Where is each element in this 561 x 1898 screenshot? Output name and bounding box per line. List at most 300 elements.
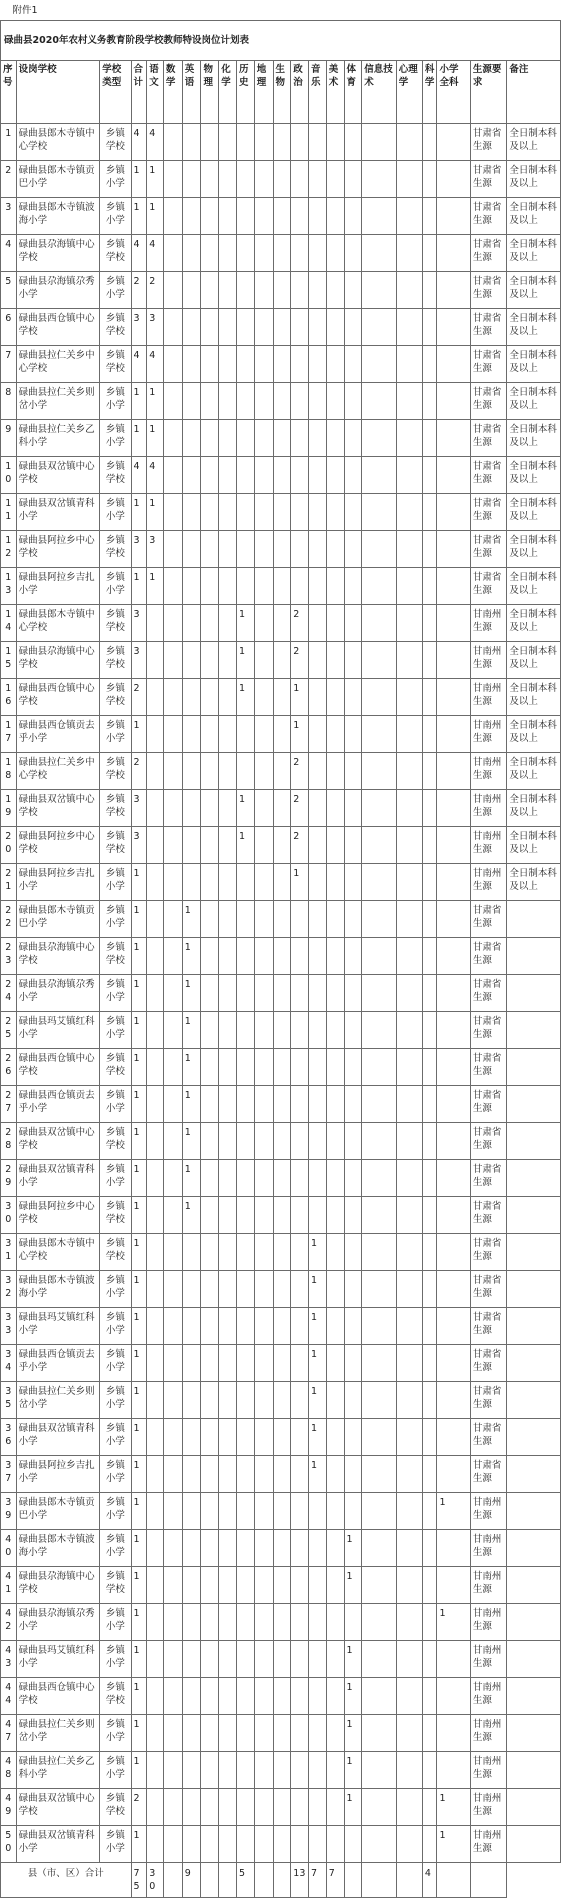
total-pe xyxy=(344,1863,362,1898)
cell-geography xyxy=(254,1493,273,1530)
cell-art xyxy=(326,1789,344,1826)
cell-chinese: 2 xyxy=(147,272,164,309)
cell-chinese xyxy=(147,1604,164,1641)
cell-science xyxy=(422,1641,437,1678)
cell-total: 3 xyxy=(131,790,147,827)
cell-physics xyxy=(201,309,219,346)
cell-school-type: 乡镇小学 xyxy=(100,975,131,1012)
cell-biology xyxy=(273,1789,291,1826)
cell-music xyxy=(309,1049,327,1086)
cell-physics xyxy=(201,1715,219,1752)
cell-primary-general: 1 xyxy=(437,1826,470,1863)
cell-school: 碌曲县阿拉乡中心学校 xyxy=(16,531,100,568)
cell-source: 甘南州生源 xyxy=(470,1567,507,1604)
cell-chinese: 4 xyxy=(147,346,164,383)
cell-pe xyxy=(344,272,362,309)
cell-art xyxy=(326,531,344,568)
cell-note: 全日制本科及以上 xyxy=(507,716,561,753)
cell-chinese xyxy=(147,1345,164,1382)
table-row xyxy=(1,938,561,975)
cell-source: 甘肃省生源 xyxy=(470,457,507,494)
cell-school-type: 乡镇学校 xyxy=(100,642,131,679)
cell-art xyxy=(326,198,344,235)
cell-biology xyxy=(273,975,291,1012)
table-row xyxy=(1,1493,561,1530)
cell-geography xyxy=(254,124,273,161)
cell-physics xyxy=(201,827,219,864)
cell-politics xyxy=(291,1086,309,1123)
cell-physics xyxy=(201,716,219,753)
cell-geography xyxy=(254,1308,273,1345)
cell-physics xyxy=(201,864,219,901)
cell-history: 1 xyxy=(236,790,254,827)
cell-history xyxy=(236,1530,254,1567)
cell-physics xyxy=(201,1271,219,1308)
cell-english xyxy=(182,827,201,864)
cell-history xyxy=(236,383,254,420)
cell-science xyxy=(422,1789,437,1826)
cell-math xyxy=(163,1456,182,1493)
cell-art xyxy=(326,1604,344,1641)
cell-chinese xyxy=(147,1308,164,1345)
cell-source: 甘南州生源 xyxy=(470,753,507,790)
cell-seq: 33 xyxy=(1,1308,17,1345)
cell-science xyxy=(422,679,437,716)
table-row xyxy=(1,1789,561,1826)
cell-psychology xyxy=(396,1456,422,1493)
cell-pe xyxy=(344,1123,362,1160)
table-row xyxy=(1,494,561,531)
cell-geography xyxy=(254,1752,273,1789)
cell-science xyxy=(422,1234,437,1271)
cell-physics xyxy=(201,1604,219,1641)
cell-music xyxy=(309,494,327,531)
cell-art xyxy=(326,975,344,1012)
cell-school-type: 乡镇学校 xyxy=(100,938,131,975)
cell-note: 全日制本科及以上 xyxy=(507,272,561,309)
cell-math xyxy=(163,457,182,494)
cell-chemistry xyxy=(219,346,237,383)
cell-primary-general xyxy=(437,1382,470,1419)
cell-school: 碌曲县阿拉乡吉扎小学 xyxy=(16,1456,100,1493)
cell-school-type: 乡镇小学 xyxy=(100,1160,131,1197)
cell-pe xyxy=(344,124,362,161)
table-row xyxy=(1,1049,561,1086)
cell-chinese: 1 xyxy=(147,383,164,420)
cell-psychology xyxy=(396,642,422,679)
cell-english xyxy=(182,568,201,605)
cell-english xyxy=(182,1641,201,1678)
cell-primary-general xyxy=(437,1641,470,1678)
cell-biology xyxy=(273,827,291,864)
cell-seq: 11 xyxy=(1,494,17,531)
cell-source: 甘肃省生源 xyxy=(470,1308,507,1345)
cell-science xyxy=(422,420,437,457)
cell-math xyxy=(163,124,182,161)
cell-physics xyxy=(201,1345,219,1382)
cell-seq: 31 xyxy=(1,1234,17,1271)
table-row xyxy=(1,1197,561,1234)
cell-geography xyxy=(254,1678,273,1715)
cell-math xyxy=(163,642,182,679)
cell-history xyxy=(236,420,254,457)
cell-note: 全日制本科及以上 xyxy=(507,827,561,864)
cell-history xyxy=(236,1160,254,1197)
cell-total: 2 xyxy=(131,753,147,790)
cell-english xyxy=(182,716,201,753)
cell-school-type: 乡镇学校 xyxy=(100,1678,131,1715)
cell-primary-general xyxy=(437,161,470,198)
cell-history xyxy=(236,235,254,272)
cell-science xyxy=(422,383,437,420)
cell-physics xyxy=(201,1641,219,1678)
cell-chinese: 4 xyxy=(147,124,164,161)
cell-total: 1 xyxy=(131,1493,147,1530)
cell-geography xyxy=(254,753,273,790)
cell-psychology xyxy=(396,1160,422,1197)
cell-science xyxy=(422,494,437,531)
cell-chinese xyxy=(147,1715,164,1752)
cell-school: 碌曲县郎木寺镇贡巴小学 xyxy=(16,901,100,938)
cell-school-type: 乡镇小学 xyxy=(100,1345,131,1382)
col-header-history: 历史 xyxy=(236,61,254,124)
table-row xyxy=(1,790,561,827)
cell-chinese xyxy=(147,679,164,716)
cell-history xyxy=(236,346,254,383)
cell-note: 全日制本科及以上 xyxy=(507,605,561,642)
cell-history xyxy=(236,1271,254,1308)
cell-politics xyxy=(291,938,309,975)
cell-politics: 2 xyxy=(291,790,309,827)
cell-chinese: 3 xyxy=(147,309,164,346)
cell-note xyxy=(507,1789,561,1826)
cell-art xyxy=(326,161,344,198)
cell-school-type: 乡镇小学 xyxy=(100,1308,131,1345)
cell-physics xyxy=(201,568,219,605)
cell-chinese xyxy=(147,1012,164,1049)
cell-pe xyxy=(344,1160,362,1197)
cell-total: 1 xyxy=(131,161,147,198)
cell-school: 碌曲县尕海镇中心学校 xyxy=(16,938,100,975)
cell-history xyxy=(236,309,254,346)
cell-science xyxy=(422,531,437,568)
cell-chinese xyxy=(147,1123,164,1160)
cell-art xyxy=(326,124,344,161)
table-row xyxy=(1,457,561,494)
table-row xyxy=(1,309,561,346)
cell-it xyxy=(362,309,396,346)
cell-science xyxy=(422,1826,437,1863)
cell-art xyxy=(326,679,344,716)
cell-biology xyxy=(273,272,291,309)
cell-it xyxy=(362,161,396,198)
cell-source: 甘肃省生源 xyxy=(470,1086,507,1123)
cell-physics xyxy=(201,1382,219,1419)
cell-history xyxy=(236,161,254,198)
cell-math xyxy=(163,1086,182,1123)
cell-physics xyxy=(201,346,219,383)
cell-geography xyxy=(254,642,273,679)
cell-english xyxy=(182,1271,201,1308)
cell-music: 1 xyxy=(309,1419,327,1456)
cell-seq: 22 xyxy=(1,901,17,938)
cell-art xyxy=(326,1493,344,1530)
cell-chemistry xyxy=(219,1715,237,1752)
cell-psychology xyxy=(396,1382,422,1419)
cell-school-type: 乡镇学校 xyxy=(100,790,131,827)
cell-art xyxy=(326,1678,344,1715)
cell-science xyxy=(422,1271,437,1308)
cell-geography xyxy=(254,1123,273,1160)
cell-pe xyxy=(344,1271,362,1308)
cell-english xyxy=(182,1567,201,1604)
cell-math xyxy=(163,1197,182,1234)
cell-school-type: 乡镇小学 xyxy=(100,198,131,235)
total-primary-general xyxy=(437,1863,470,1898)
cell-history xyxy=(236,975,254,1012)
cell-seq: 36 xyxy=(1,1419,17,1456)
cell-physics xyxy=(201,753,219,790)
cell-biology xyxy=(273,1826,291,1863)
cell-primary-general xyxy=(437,457,470,494)
cell-pe xyxy=(344,198,362,235)
cell-note xyxy=(507,1382,561,1419)
cell-music: 1 xyxy=(309,1308,327,1345)
cell-art xyxy=(326,1382,344,1419)
cell-chemistry xyxy=(219,124,237,161)
cell-it xyxy=(362,1086,396,1123)
total-physics xyxy=(201,1863,219,1898)
cell-history xyxy=(236,272,254,309)
cell-school-type: 乡镇小学 xyxy=(100,1419,131,1456)
cell-english xyxy=(182,790,201,827)
cell-math xyxy=(163,679,182,716)
cell-physics xyxy=(201,531,219,568)
cell-physics xyxy=(201,642,219,679)
cell-physics xyxy=(201,1752,219,1789)
cell-psychology xyxy=(396,716,422,753)
cell-total: 4 xyxy=(131,346,147,383)
cell-seq: 41 xyxy=(1,1567,17,1604)
cell-physics xyxy=(201,1789,219,1826)
cell-primary-general xyxy=(437,1234,470,1271)
cell-pe: 1 xyxy=(344,1752,362,1789)
cell-chinese xyxy=(147,716,164,753)
cell-history xyxy=(236,1123,254,1160)
cell-english: 1 xyxy=(182,975,201,1012)
cell-chemistry xyxy=(219,827,237,864)
cell-seq: 14 xyxy=(1,605,17,642)
cell-history xyxy=(236,1826,254,1863)
cell-it xyxy=(362,1456,396,1493)
cell-art xyxy=(326,938,344,975)
cell-school: 碌曲县阿拉乡中心学校 xyxy=(16,827,100,864)
cell-politics xyxy=(291,383,309,420)
cell-total: 1 xyxy=(131,420,147,457)
cell-psychology xyxy=(396,827,422,864)
table-row xyxy=(1,1345,561,1382)
cell-biology xyxy=(273,1678,291,1715)
cell-psychology xyxy=(396,1012,422,1049)
cell-history xyxy=(236,198,254,235)
cell-it xyxy=(362,1641,396,1678)
cell-history xyxy=(236,531,254,568)
cell-pe xyxy=(344,494,362,531)
cell-pe xyxy=(344,975,362,1012)
cell-primary-general xyxy=(437,309,470,346)
cell-politics xyxy=(291,1456,309,1493)
cell-primary-general xyxy=(437,124,470,161)
cell-science xyxy=(422,1049,437,1086)
cell-biology xyxy=(273,790,291,827)
col-header-it: 信息技术 xyxy=(362,61,396,124)
cell-source: 甘南州生源 xyxy=(470,1826,507,1863)
cell-history: 1 xyxy=(236,605,254,642)
cell-music xyxy=(309,1678,327,1715)
cell-physics xyxy=(201,272,219,309)
cell-school: 碌曲县郎木寺镇贡巴小学 xyxy=(16,161,100,198)
cell-math xyxy=(163,1678,182,1715)
cell-music: 1 xyxy=(309,1456,327,1493)
col-header-school: 设岗学校 xyxy=(16,61,100,124)
col-header-music: 音乐 xyxy=(309,61,327,124)
cell-primary-general xyxy=(437,1197,470,1234)
cell-math xyxy=(163,1234,182,1271)
cell-seq: 29 xyxy=(1,1160,17,1197)
cell-chemistry xyxy=(219,790,237,827)
cell-politics xyxy=(291,272,309,309)
cell-seq: 32 xyxy=(1,1271,17,1308)
cell-school: 碌曲县双岔镇青科小学 xyxy=(16,1826,100,1863)
cell-pe xyxy=(344,642,362,679)
cell-art xyxy=(326,457,344,494)
cell-english xyxy=(182,1604,201,1641)
cell-physics xyxy=(201,383,219,420)
cell-music xyxy=(309,1604,327,1641)
cell-physics xyxy=(201,790,219,827)
cell-it xyxy=(362,346,396,383)
cell-physics xyxy=(201,1123,219,1160)
cell-it xyxy=(362,679,396,716)
cell-art xyxy=(326,642,344,679)
cell-it xyxy=(362,1419,396,1456)
col-header-physics: 物理 xyxy=(201,61,219,124)
cell-math xyxy=(163,1049,182,1086)
cell-school-type: 乡镇小学 xyxy=(100,1530,131,1567)
cell-chemistry xyxy=(219,1752,237,1789)
cell-note: 全日制本科及以上 xyxy=(507,198,561,235)
cell-physics xyxy=(201,1530,219,1567)
cell-art xyxy=(326,1456,344,1493)
cell-politics xyxy=(291,1382,309,1419)
cell-total: 1 xyxy=(131,1567,147,1604)
cell-primary-general xyxy=(437,1715,470,1752)
cell-psychology xyxy=(396,124,422,161)
cell-science xyxy=(422,124,437,161)
total-history: 5 xyxy=(236,1863,254,1898)
cell-history xyxy=(236,568,254,605)
cell-music xyxy=(309,827,327,864)
total-music: 7 xyxy=(309,1863,327,1898)
cell-music xyxy=(309,1086,327,1123)
cell-art xyxy=(326,901,344,938)
cell-politics xyxy=(291,1641,309,1678)
cell-art xyxy=(326,1530,344,1567)
cell-politics xyxy=(291,457,309,494)
cell-seq: 12 xyxy=(1,531,17,568)
cell-pe xyxy=(344,235,362,272)
cell-chinese: 1 xyxy=(147,420,164,457)
cell-seq: 30 xyxy=(1,1197,17,1234)
cell-geography xyxy=(254,864,273,901)
cell-source: 甘肃省生源 xyxy=(470,531,507,568)
cell-chinese xyxy=(147,1567,164,1604)
cell-psychology xyxy=(396,1123,422,1160)
cell-science xyxy=(422,1678,437,1715)
cell-politics xyxy=(291,1789,309,1826)
cell-biology xyxy=(273,1086,291,1123)
cell-politics xyxy=(291,1345,309,1382)
table-row xyxy=(1,272,561,309)
cell-source: 甘南州生源 xyxy=(470,1752,507,1789)
cell-psychology xyxy=(396,901,422,938)
cell-psychology xyxy=(396,568,422,605)
cell-history xyxy=(236,1012,254,1049)
cell-history xyxy=(236,753,254,790)
col-header-biology: 生物 xyxy=(273,61,291,124)
cell-note xyxy=(507,975,561,1012)
cell-history xyxy=(236,1419,254,1456)
cell-politics xyxy=(291,124,309,161)
cell-biology xyxy=(273,568,291,605)
cell-chinese xyxy=(147,938,164,975)
cell-pe xyxy=(344,1419,362,1456)
cell-music xyxy=(309,309,327,346)
cell-chinese xyxy=(147,1456,164,1493)
cell-chinese xyxy=(147,1160,164,1197)
cell-it xyxy=(362,457,396,494)
cell-politics xyxy=(291,161,309,198)
cell-biology xyxy=(273,1123,291,1160)
cell-school: 碌曲县双岔镇青科小学 xyxy=(16,494,100,531)
cell-math xyxy=(163,383,182,420)
cell-biology xyxy=(273,346,291,383)
cell-pe xyxy=(344,1049,362,1086)
cell-music xyxy=(309,1160,327,1197)
cell-art xyxy=(326,383,344,420)
cell-primary-general xyxy=(437,272,470,309)
cell-seq: 42 xyxy=(1,1604,17,1641)
cell-biology xyxy=(273,420,291,457)
cell-history xyxy=(236,864,254,901)
cell-politics xyxy=(291,1234,309,1271)
cell-school-type: 乡镇小学 xyxy=(100,1641,131,1678)
cell-math xyxy=(163,531,182,568)
cell-math xyxy=(163,1567,182,1604)
cell-science xyxy=(422,1493,437,1530)
table-row xyxy=(1,1160,561,1197)
cell-pe xyxy=(344,790,362,827)
table-row xyxy=(1,1234,561,1271)
cell-source: 甘南州生源 xyxy=(470,605,507,642)
cell-chemistry xyxy=(219,1456,237,1493)
table-row xyxy=(1,901,561,938)
cell-science xyxy=(422,1123,437,1160)
cell-math xyxy=(163,1789,182,1826)
cell-art xyxy=(326,494,344,531)
cell-art xyxy=(326,568,344,605)
cell-total: 1 xyxy=(131,1752,147,1789)
